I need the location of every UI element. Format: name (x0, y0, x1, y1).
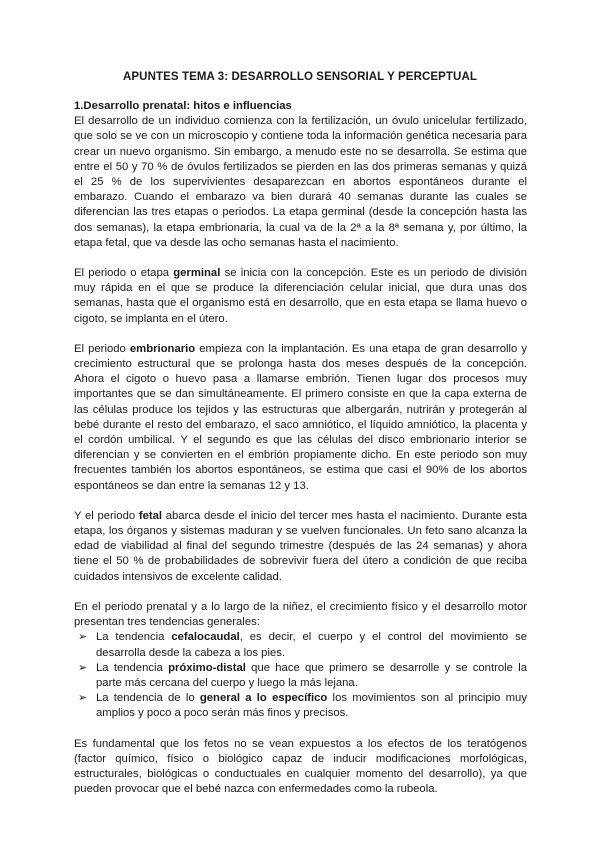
arrow-bullet-icon: ➢ (78, 661, 88, 674)
paragraph-fetal (74, 509, 527, 585)
bullet-text-before: La tendencia (96, 631, 172, 644)
germinal-text-after: se inicia con la concepción. Este es un periodo de división muy rápida en el que se produce la diferenciación celular inicial, que dura unas dos semanas, hasta que el organismo está en desarrollo, que en esta etapa se llama huevo o cigoto, se implanta en el útero. (74, 267, 527, 325)
bullet-term: cefalocaudal (171, 631, 240, 644)
embrionario-text-before: El periodo (74, 342, 130, 355)
fetal-term: fetal (138, 509, 163, 522)
embrionario-text-after: empieza con la implantación. Es una etapa de gran desarrollo y crecimiento estructural que se prolonga hasta dos meses después de la concepción. Ahora el cigoto o huevo pasa a llamarse embrión. Tienen lugar dos procesos muy importantes que se dan simultáneamente. El primero consiste en que la capa externa de las células produce los tejidos y las estructuras que albergarán, nutrirán y protegerán al bebé durante el resto del embarazo, el saco amniótico, el líquido amniótico, la placenta y el cordón umbilical. Y el segundo es que las células del disco embrionario interior se diferencian y se convierten en el embrión propiamente dicho. En este periodo son muy frecuentes también los abortos espontáneos, se estima que casi el 90% de los abortos espontáneos se dan entre la semanas 12 y 13. (74, 342, 527, 492)
list-item (74, 691, 527, 721)
document-body (74, 99, 527, 797)
embrionario-term: embrionario (129, 342, 196, 355)
germinal-text-before: El periodo o etapa (74, 267, 174, 280)
bullet-term: próximo-distal (168, 661, 246, 674)
bullet-text-after: los movimientos son al principio muy amplios y poco a poco serán más finos y precisos. (96, 692, 527, 720)
bullet-text-before: La tendencia de lo (96, 692, 200, 705)
paragraph-tendencias-intro: En el periodo prenatal y a lo largo de la niñez, el crecimiento físico y el desarrollo motor presentan tres tendencias generales: (74, 600, 527, 629)
paragraph-teratogenos: Es fundamental que los fetos no se vean expuestos a los efectos de los teratógenos (factor químico, físico o biológico capaz de inducir modificaciones morfológicas, estructurales, biológicas o conductuales en cualquier momento del desarrollo), ya que pueden provocar que el bebé nazca con enfermedades como la rubeola. (74, 737, 527, 796)
bullet-text-after: que hace que primero se desarrolle y se controle la parte más cercana del cuerpo y luego la más lejana. (96, 661, 527, 689)
bullet-text-before: La tendencia (96, 661, 169, 674)
arrow-bullet-icon: ➢ (78, 631, 88, 644)
list-item (74, 661, 527, 691)
arrow-bullet-icon: ➢ (78, 692, 88, 705)
paragraph-intro: El desarrollo de un individuo comienza con la fertilización, un óvulo unicelular fertilizado, que solo se ve con un microscopio y contiene toda la información genética necesaria para crear un nuevo organismo. Sin embargo, a menudo este no se desarrolla. Se estima que entre el 50 y 70 % de óvulos fertilizados se pierden en las dos primeras semanas y quizá el 25 % de los supervivientes desaparezcan en abortos espontáneos durante el embarazo. Cuando el embarazo va bien durará 40 semanas durante las cuales se diferencian las tres etapas o periodos. La etapa germinal (desde la concepción hasta las dos semanas), la etapa embrionaria, la cual va de la 2ª a la 8ª semana y, por último, la etapa fetal, que va desde las ocho semanas hasta el nacimiento. (74, 115, 527, 249)
germinal-term: germinal (173, 267, 221, 280)
fetal-text-before: Y el periodo (74, 509, 139, 522)
bullet-term: general a lo específico (199, 692, 328, 705)
document-title: APUNTES TEMA 3: DESARROLLO SENSORIAL Y PERCEPTUAL (123, 71, 477, 83)
paragraph-embrionario (74, 342, 527, 494)
bullet-text-after: , es decir, el cuerpo y el control del movimiento se desarrolla desde la cabeza a los pies. (96, 631, 528, 659)
tendencias-list (74, 630, 527, 721)
fetal-text-after: abarca desde el inicio del tercer mes hasta el nacimiento. Durante esta etapa, los órganos y sistemas maduran y se vuelven funcionales. Un feto sano alcanza la edad de viabilidad al final del segundo trimestre (después de las 24 semanas) y ahora tiene el 50 % de probabilidades de sobrevivir fuera del útero a condición de que reciba cuidados intensivos de excelente calidad. (74, 509, 527, 583)
paragraph-germinal (74, 266, 527, 327)
list-item (74, 630, 527, 660)
section-heading: 1.Desarrollo prenatal: hitos e influencias (74, 100, 292, 112)
